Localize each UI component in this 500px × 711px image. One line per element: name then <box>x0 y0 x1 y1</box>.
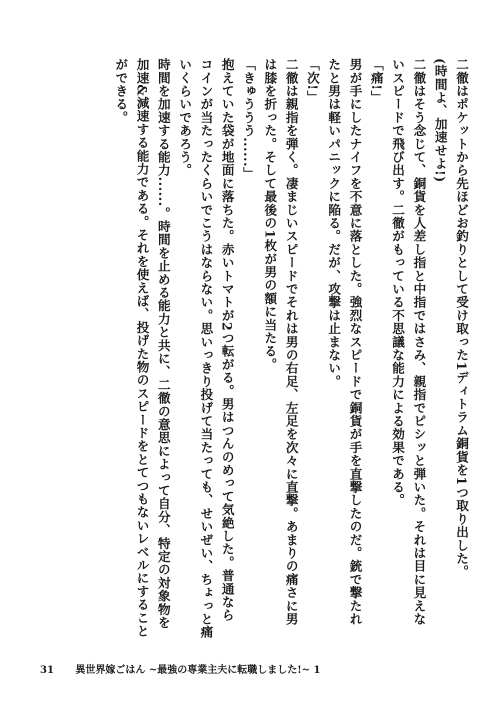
text-line: 男が手にしたナイフを不意に落とした。強烈なスピードで銅貨が手を直撃したのだ。銃で撃たれ <box>347 58 363 626</box>
text-line: コインが当たったくらいでこうはならない。思いっきり投げて当たっても、せいぜい、ちょっと痛 <box>198 58 214 639</box>
text-line: は膝を折った。そして最後の1枚が男の額に当たる。 <box>262 58 278 371</box>
text-line: (時間よ、加速せよ!) <box>432 58 448 183</box>
text-line: 加速&減速する能力である。それを使えば、投げた物のスピードをとてつもないレベルにすること <box>134 58 150 638</box>
text-line: 二徹は親指を弾く。凄まじいスピードでそれは男の右足、左足を次々に直撃。あまりの痛さに男 <box>283 58 299 626</box>
text-line: 二徹はそう念じて、銅貨を人差し指と中指ではさみ、親指でピシッと弾いた。それは目に見えな <box>411 58 427 626</box>
text-line: いスピードで飛び出す。二徹がもっている不思議な能力による効果である。 <box>390 58 406 507</box>
text-line: 抱えていた袋が地面に落ちた。赤いトマトが2つ転がる。男はつんのめって気絶した。普通なら <box>219 58 235 622</box>
page-footer <box>40 661 320 676</box>
text-line: ができる。 <box>113 58 129 124</box>
text-line: 「きゅううう......」 <box>241 58 257 181</box>
page-number: 31 <box>40 665 54 676</box>
text-line: 「次!」 <box>304 58 320 104</box>
text-line: 時間を加速する能力......。時間を止める能力と共に、二徹の意思によって自分、特定の対象物を <box>155 58 171 630</box>
book-title: 異世界嫁ごはん ~最強の専業主夫に転職しました!~ 1 <box>75 665 321 676</box>
text-line: 「痛!」 <box>368 58 384 104</box>
body-text <box>110 58 472 648</box>
text-line: いくらいであろう。 <box>177 58 193 177</box>
text-line: たと男は軽いパニックに陥る。だが、攻撃は止まない。 <box>326 58 342 388</box>
text-line: 二徹はポケットから先ほどお釣りとして受け取った1ディトラム銅貨を1つ取り出した。 <box>454 58 469 579</box>
